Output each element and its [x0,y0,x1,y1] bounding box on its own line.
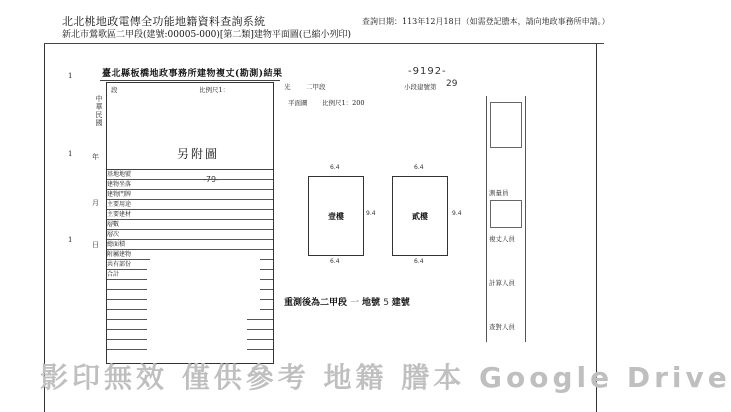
field-row: 建物坐落 [107,180,273,190]
stamp-column [486,96,526,342]
stamp-label: 查對人員 [489,323,515,331]
field-row: 層次 [107,230,273,240]
margin-month: 月 [92,199,99,207]
redaction [150,256,260,316]
margin-char: 民 [95,111,103,119]
relabel-note: 重測後為二甲段 一 地號 5 建號 [284,298,410,308]
margin-char: 華 [95,103,103,111]
margin-day: 日 [92,241,99,249]
field-row: 基地地號 [107,170,273,180]
plan-doc-no: -9192- [408,66,447,77]
margin-date-block [94,95,104,127]
field-row: 建物門牌 [107,190,273,200]
stamp-label: 計算人員 [489,279,515,287]
query-date: 查詢日期：113年12月18日（如需登記謄本，請向地政事務所申請。） [362,17,610,26]
field-row: 主要用途 [107,200,273,210]
plan-label: 平面圖 [288,99,308,107]
dim-label: 6.4 [330,164,340,171]
field-row: 主要建材 [107,210,273,220]
field-row: 層數 [107,220,273,230]
field-row: 合計 [107,270,273,280]
field-row: 附屬建物 [107,250,273,260]
attached-no: -79- [203,175,219,184]
section-mark: 光 [284,83,291,91]
field-row: 總面積 [107,240,273,250]
margin-char: 中 [95,95,103,103]
margin-year: 年 [92,153,99,161]
stamp-label: 複丈人員 [489,235,515,243]
redaction [208,108,268,136]
section-name: 二甲段 [306,83,326,91]
attached-title: 另附圖 [177,147,220,161]
stamp-label: 測量員 [489,189,509,197]
floor-2-plan: 貳樓 [392,176,448,256]
form-scale: 比例尺1： [199,86,230,94]
system-title: 北北桃地政電傳全功能地籍資料查詢系統 [62,15,266,28]
small-area-no: 29 [446,79,458,89]
stamp-box [490,102,522,148]
watermark: 影印無效 僅供參考 地籍 謄本 Google Drive [40,361,731,394]
header-divider [44,43,604,44]
margin-char: 國 [95,119,103,127]
dim-label: 6.4 [414,258,424,265]
parcel-line: 新北市鶯歌區二甲段(建號:00005-000)[第二類]建物平面圖(已縮小列印) [62,30,351,40]
small-area-label: 小段建號第 [404,83,437,91]
dim-label: 6.4 [330,258,340,265]
dim-label: 9.4 [366,210,376,217]
floor-1-plan: 壹樓 [308,176,364,256]
dim-label: 6.4 [414,164,424,171]
result-form: 段 比例尺1： 另附圖 -79- 基地地號 建物坐落 建物門牌 主要用途 主要建材 層數 層次 總面積 附屬建物 共有部份 合計 [106,82,274,364]
field-row: 共有部份 [107,260,273,270]
office-heading: 臺北縣板橋地政事務所建物複丈(勘測)結果 [102,69,283,79]
dim-label: 9.4 [452,210,462,217]
plan-scale: 比例尺1：200 [322,99,365,107]
